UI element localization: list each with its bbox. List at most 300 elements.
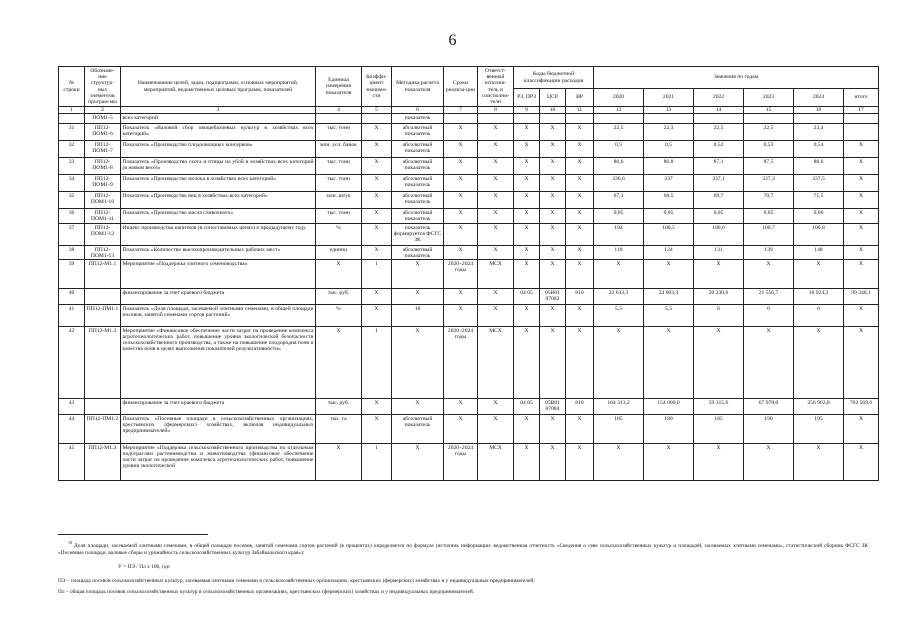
table-row <box>59 158 879 175</box>
cell-value-2024: 88,6 <box>794 158 844 175</box>
cell-executor: Х <box>478 124 514 141</box>
cell-value-2022 <box>694 114 744 124</box>
header-year-2024: 2024 <box>794 89 844 107</box>
footnote-pl: Пл – общая площадь посевов сельскохозяйственных культур в сельскохозяйственных организациях, крестьянских (фермерских) хозяйствах и у индивидуальных предпринимателей. <box>58 589 475 595</box>
cell-value-2024: 0,06 <box>794 209 844 224</box>
cell-code-rz <box>514 114 540 124</box>
cell-designation <box>85 399 121 415</box>
cell-unit: тыс. тонн <box>316 158 362 175</box>
cell-coef: Х <box>362 224 392 246</box>
column-number: 6 <box>392 107 444 114</box>
cell-executor: Х <box>478 415 514 444</box>
cell-designation: ПП12-М1.3 <box>85 444 121 481</box>
cell-value-2023: 0,05 <box>744 209 794 224</box>
cell-method: 18 <box>392 305 444 327</box>
cell-name: финансирование за счет краевого бюджета <box>121 289 316 305</box>
column-number: 16 <box>794 107 844 114</box>
cell-code-csr: Х <box>540 444 566 481</box>
cell-value-total <box>844 124 879 141</box>
cell-method: Х <box>392 327 444 399</box>
cell-coef: Х <box>362 305 392 327</box>
cell-unit: Х <box>316 444 362 481</box>
cell-value-2023 <box>744 114 794 124</box>
cell-code-vr: Х <box>566 224 594 246</box>
header-budget-codes: Коды бюджетной классификации расходов <box>514 67 594 89</box>
cell-code-csr: Х <box>540 246 566 260</box>
cell-code-csr: 05В01 07084 <box>540 399 566 415</box>
cell-value-2024: 71,5 <box>794 192 844 209</box>
cell-designation: ПП12-ПМ1.2 <box>85 415 121 444</box>
cell-terms: Х <box>444 124 478 141</box>
cell-value-2023: 139 <box>744 246 794 260</box>
cell-row-number: 36 <box>59 209 85 224</box>
cell-code-rz: Х <box>514 158 540 175</box>
cell-designation: ПП12-ПОМ1-6 <box>85 124 121 141</box>
cell-designation: ПП12-М1.1 <box>85 260 121 289</box>
cell-code-vr: Х <box>566 305 594 327</box>
cell-row-number: 45 <box>59 444 85 481</box>
cell-value-2022: 59 315,6 <box>694 399 744 415</box>
cell-value-total <box>844 114 879 124</box>
cell-value-total: 99 348,1 <box>844 289 879 305</box>
cell-terms: Х <box>444 192 478 209</box>
table-row <box>59 141 879 158</box>
cell-coef: Х <box>362 246 392 260</box>
header-values-by-year: Значения по годам <box>594 67 879 89</box>
cell-designation: ПП12-ПМ1.1 <box>85 305 121 327</box>
cell-executor: Х <box>478 175 514 192</box>
footnote-1-text: Доля площади, засеваемой элитными семенами, в общей площади посевов, занятой семенами сортов растений (в процентах) определяется по формуле (источник информации: ведомственная отчетность «Сведения о севе сельскохозяйственных культур и площадей, засеваемых элитными семенами», статистический сборник ФСГС ЗК «Посевные площади, валовые сборы и урожайность сельскохозяйственных культур Забайкальского края»): <box>58 542 868 556</box>
cell-code-csr: Х <box>540 415 566 444</box>
cell-unit <box>316 114 362 124</box>
cell-value-2021: 5,5 <box>644 305 694 327</box>
table-body <box>59 114 879 481</box>
cell-row-number: 44 <box>59 415 85 444</box>
cell-coef: Х <box>362 415 392 444</box>
column-number: 3 <box>121 107 316 114</box>
cell-row-number <box>59 114 85 124</box>
cell-value-2023: 0,53 <box>744 141 794 158</box>
cell-value-2020: 0,05 <box>594 209 644 224</box>
cell-code-vr: Х <box>566 209 594 224</box>
cell-designation <box>85 289 121 305</box>
cell-value-2022: 337,1 <box>694 175 744 192</box>
column-number: 1 <box>59 107 85 114</box>
footnote-formula: У = ПЭ / Пл х 100, где: <box>118 564 171 570</box>
cell-value-2020: Х <box>594 444 644 481</box>
cell-code-vr: Х <box>566 327 594 399</box>
cell-value-total: Х <box>844 246 879 260</box>
cell-value-2023: 87,5 <box>744 158 794 175</box>
cell-coef: Х <box>362 399 392 415</box>
cell-executor: Х <box>478 158 514 175</box>
column-number: 15 <box>744 107 794 114</box>
footnote-divider <box>58 534 208 535</box>
header-coef: Коэффи-циент значимо-сти <box>362 67 392 107</box>
cell-terms: Х <box>444 415 478 444</box>
cell-value-2020: 118 <box>594 246 644 260</box>
cell-value-2021: Х <box>644 260 694 289</box>
cell-coef: Х <box>362 124 392 141</box>
cell-coef: 1 <box>362 260 392 289</box>
cell-name: Показатель «Производство яиц в хозяйствах всех категорий» <box>121 192 316 209</box>
cell-value-2023: 337,3 <box>744 175 794 192</box>
cell-code-csr: Х <box>540 305 566 327</box>
cell-method: абсолютный показатель <box>392 246 444 260</box>
table-row <box>59 192 879 209</box>
table-row <box>59 246 879 260</box>
cell-value-2021: 337 <box>644 175 694 192</box>
cell-value-2022: 22,5 <box>694 124 744 141</box>
column-number: 2 <box>85 107 121 114</box>
cell-code-vr: Х <box>566 415 594 444</box>
cell-unit: % <box>316 305 362 327</box>
cell-value-2022: Х <box>694 260 744 289</box>
page-number: 6 <box>448 32 457 49</box>
cell-value-2024: 100,8 <box>794 224 844 246</box>
cell-unit: Х <box>316 260 362 289</box>
cell-terms: 2020–2024 годы <box>444 327 478 399</box>
cell-value-2022: 6 <box>694 305 744 327</box>
table-row <box>59 260 879 289</box>
cell-code-csr: Х <box>540 175 566 192</box>
header-method: Методика расчета показателя <box>392 67 444 107</box>
cell-value-2023: Х <box>744 444 794 481</box>
column-number: 10 <box>540 107 566 114</box>
cell-name: Индекс производства напитков (в сопоставимых ценах) к предыдущему году <box>121 224 316 246</box>
cell-terms: Х <box>444 224 478 246</box>
cell-row-number: 34 <box>59 175 85 192</box>
cell-code-csr: Х <box>540 124 566 141</box>
cell-value-2020: 22,5 <box>594 124 644 141</box>
cell-unit: % <box>316 224 362 246</box>
cell-unit: Х <box>316 327 362 399</box>
cell-terms: Х <box>444 246 478 260</box>
cell-unit: тыс. тонн <box>316 124 362 141</box>
table-row <box>59 415 879 444</box>
cell-name: Показатель «Доля площади, засеваемой элитными семенами, в общей площади посевов, занятой семенами сортов растений» <box>121 305 316 327</box>
cell-value-2021: 22,3 <box>644 124 694 141</box>
cell-row-number: 37 <box>59 224 85 246</box>
cell-code-rz: Х <box>514 246 540 260</box>
cell-row-number: 41 <box>59 305 85 327</box>
cell-code-csr: Х <box>540 192 566 209</box>
cell-terms: Х <box>444 141 478 158</box>
cell-terms: Х <box>444 289 478 305</box>
cell-value-2021: 0,5 <box>644 141 694 158</box>
cell-row-number: 35 <box>59 192 85 209</box>
cell-code-vr: Х <box>566 158 594 175</box>
cell-code-vr: 810 <box>566 289 594 305</box>
cell-value-2021: Х <box>644 327 694 399</box>
cell-value-total: Х <box>844 444 879 481</box>
cell-value-2020: 86,6 <box>594 158 644 175</box>
cell-terms: Х <box>444 399 478 415</box>
cell-code-vr: Х <box>566 260 594 289</box>
table-row <box>59 444 879 481</box>
cell-value-2022: 20 230,6 <box>694 289 744 305</box>
cell-unit: единиц <box>316 246 362 260</box>
cell-coef: Х <box>362 175 392 192</box>
cell-value-total: Х <box>844 175 879 192</box>
cell-code-rz: Х <box>514 444 540 481</box>
cell-value-total: Х <box>844 327 879 399</box>
cell-value-2021 <box>644 114 694 124</box>
cell-code-csr: 05В01 07082 <box>540 289 566 305</box>
column-number: 5 <box>362 107 392 114</box>
cell-executor: МСХ <box>478 444 514 481</box>
cell-code-vr: Х <box>566 175 594 192</box>
cell-value-2020: 0,5 <box>594 141 644 158</box>
header-code-rz: РЗ, ПРЗ <box>514 89 540 107</box>
cell-name: Мероприятие «Поддержка сельскохозяйственного производства по отдельным подотраслям растениеводства и животноводства (финансовое обеспечение части затрат на проведение комплекса агротехнологических работ, повышение уровня экологической <box>121 444 316 481</box>
cell-executor: Х <box>478 209 514 224</box>
cell-value-2021: 180 <box>644 415 694 444</box>
header-row-no: № строки <box>59 67 85 107</box>
cell-value-2020: 185 <box>594 415 644 444</box>
cell-value-2024: 256 962,8 <box>794 399 844 415</box>
cell-code-rz: Х <box>514 209 540 224</box>
cell-method: абсолютный показатель <box>392 415 444 444</box>
cell-value-2024: 10 924,2 <box>794 289 844 305</box>
cell-value-2020: 336,6 <box>594 175 644 192</box>
column-number: 11 <box>566 107 594 114</box>
table-row <box>59 224 879 246</box>
cell-value-2023: Х <box>744 260 794 289</box>
cell-executor: МСХ <box>478 260 514 289</box>
cell-code-csr: Х <box>540 209 566 224</box>
header-year-2021: 2021 <box>644 89 694 107</box>
cell-executor: Х <box>478 399 514 415</box>
cell-terms: Х <box>444 175 478 192</box>
cell-unit: тыс. тонн <box>316 209 362 224</box>
cell-value-2023: Х <box>744 327 794 399</box>
cell-value-2022: 87,1 <box>694 158 744 175</box>
cell-executor: Х <box>478 246 514 260</box>
cell-value-2022: 0,52 <box>694 141 744 158</box>
column-number: 8 <box>478 107 514 114</box>
table-row <box>59 327 879 399</box>
header-code-vr: ВР <box>566 89 594 107</box>
cell-name: Показатель «Валовой сбор овощебахчевых культур в хозяйствах всех категорий» <box>121 124 316 141</box>
cell-code-vr: Х <box>566 141 594 158</box>
cell-code-vr: Х <box>566 124 594 141</box>
cell-method: Х <box>392 399 444 415</box>
cell-code-rz: 04 05 <box>514 289 540 305</box>
cell-terms: 2020–2024 годы <box>444 260 478 289</box>
cell-name: Мероприятие «Поддержка элитного семеноводства» <box>121 260 316 289</box>
cell-code-vr: Х <box>566 444 594 481</box>
cell-designation: ПП12-ПОМ1-11 <box>85 209 121 224</box>
cell-value-2021: 154 000,0 <box>644 399 694 415</box>
table-row <box>59 114 879 124</box>
cell-executor: Х <box>478 289 514 305</box>
cell-value-2023: 70,7 <box>744 192 794 209</box>
cell-value-2023: 6 <box>744 305 794 327</box>
column-number: 12 <box>594 107 644 114</box>
cell-value-2023: 21 556,7 <box>744 289 794 305</box>
header-designation: Обозначе-ние структур-ных элементов програм-мы <box>85 67 121 107</box>
header-terms: Сроки реализа-ции <box>444 67 478 107</box>
cell-method: абсолютный показатель <box>392 158 444 175</box>
cell-row-number: 43 <box>59 399 85 415</box>
cell-code-vr: 810 <box>566 399 594 415</box>
table-row <box>59 124 879 141</box>
cell-value-2024: Х <box>794 260 844 289</box>
cell-value-2021: 100,5 <box>644 224 694 246</box>
cell-value-2022: Х <box>694 444 744 481</box>
column-number: 17 <box>844 107 879 114</box>
cell-row-number: 32 <box>59 141 85 158</box>
header-total: итого <box>844 89 879 107</box>
cell-value-2020 <box>594 114 644 124</box>
column-number: 14 <box>694 107 744 114</box>
cell-value-total: Х <box>844 305 879 327</box>
cell-value-2024: 195 <box>794 415 844 444</box>
cell-executor <box>478 114 514 124</box>
cell-terms: Х <box>444 209 478 224</box>
cell-terms: Х <box>444 305 478 327</box>
cell-value-2023: 100,7 <box>744 224 794 246</box>
cell-designation: ПП12-ПОМ1-8 <box>85 158 121 175</box>
cell-unit: млн. усл. банок <box>316 141 362 158</box>
header-year-2022: 2022 <box>694 89 744 107</box>
cell-value-total: Х <box>844 158 879 175</box>
cell-method: абсолютный показатель <box>392 209 444 224</box>
cell-name: финансирование за счет краевого бюджета <box>121 399 316 415</box>
footnote-mark: 18 <box>68 540 72 545</box>
cell-code-csr <box>540 114 566 124</box>
program-table <box>58 66 879 481</box>
cell-coef: Х <box>362 141 392 158</box>
cell-value-2024: 337,5 <box>794 175 844 192</box>
cell-designation: ПП12-ПОМ1-7 <box>85 141 121 158</box>
cell-code-rz: Х <box>514 224 540 246</box>
cell-method: абсолютный показатель <box>392 124 444 141</box>
cell-terms <box>444 114 478 124</box>
cell-name: Показатель «Посевные площади в сельскохозяйственных организациях, крестьянских (фермерских) хозяйствах, включая индивидуальных предпринимателей» <box>121 415 316 444</box>
cell-code-rz: Х <box>514 124 540 141</box>
cell-method: абсолютный показатель <box>392 175 444 192</box>
cell-unit: млн. штук <box>316 192 362 209</box>
cell-coef: Х <box>362 289 392 305</box>
cell-terms: 2020–2024 годы <box>444 444 478 481</box>
cell-coef: Х <box>362 192 392 209</box>
table-row <box>59 289 879 305</box>
cell-code-rz: Х <box>514 305 540 327</box>
cell-value-total: Х <box>844 224 879 246</box>
cell-unit: тыс. тонн <box>316 175 362 192</box>
cell-value-2024: Х <box>794 444 844 481</box>
cell-value-2021: 0,05 <box>644 209 694 224</box>
cell-method: Х <box>392 444 444 481</box>
cell-code-rz: Х <box>514 415 540 444</box>
cell-value-2022: Х <box>694 327 744 399</box>
cell-coef: Х <box>362 209 392 224</box>
table-row <box>59 209 879 224</box>
cell-value-2023: 22,5 <box>744 124 794 141</box>
cell-method: абсолютный показатель <box>392 192 444 209</box>
cell-value-2021: Х <box>644 444 694 481</box>
cell-coef: Х <box>362 158 392 175</box>
cell-name: Показатель «Производство масла сливочного» <box>121 209 316 224</box>
cell-method: абсолютный показатель <box>392 141 444 158</box>
cell-value-2022: 100,6 <box>694 224 744 246</box>
cell-terms: Х <box>444 158 478 175</box>
cell-row-number: 39 <box>59 260 85 289</box>
cell-name: Показатель «Количество высокопроизводительных рабочих мест» <box>121 246 316 260</box>
cell-value-total: Х <box>844 141 879 158</box>
cell-code-vr <box>566 114 594 124</box>
column-number: 9 <box>514 107 540 114</box>
cell-code-csr: Х <box>540 260 566 289</box>
header-executor: Ответст-венный исполни-тель и соисполни-тели <box>478 67 514 107</box>
cell-designation: ПП12-М1.2 <box>85 327 121 399</box>
cell-value-2024: 148 <box>794 246 844 260</box>
cell-executor: МСХ <box>478 327 514 399</box>
cell-method: показатель <box>392 114 444 124</box>
cell-code-csr: Х <box>540 327 566 399</box>
cell-designation: ПП12-ПОМ1-9 <box>85 175 121 192</box>
cell-value-2020: 104 <box>594 224 644 246</box>
cell-value-total: Х <box>844 415 879 444</box>
cell-value-2021: 86,8 <box>644 158 694 175</box>
cell-value-2024: 0,54 <box>794 141 844 158</box>
cell-unit: тыс. га <box>316 415 362 444</box>
cell-value-2022: 131 <box>694 246 744 260</box>
cell-designation: ПП12-ПОМ1-13 <box>85 246 121 260</box>
cell-row-number: 42 <box>59 327 85 399</box>
cell-executor: Х <box>478 224 514 246</box>
cell-row-number: 31 <box>59 124 85 141</box>
cell-row-number: 38 <box>59 246 85 260</box>
cell-value-2021: 68,5 <box>644 192 694 209</box>
cell-unit: тыс. руб. <box>316 289 362 305</box>
cell-code-vr: Х <box>566 192 594 209</box>
cell-value-2021: 24 003,3 <box>644 289 694 305</box>
table-row <box>59 305 879 327</box>
column-number: 4 <box>316 107 362 114</box>
column-number: 13 <box>644 107 694 114</box>
header-unit: Единица измерения показателя <box>316 67 362 107</box>
cell-value-2022: 69,7 <box>694 192 744 209</box>
footnote-1 <box>58 540 868 556</box>
cell-value-2024: 23,4 <box>794 124 844 141</box>
cell-code-csr: Х <box>540 158 566 175</box>
cell-value-2024: 6 <box>794 305 844 327</box>
cell-value-2020: 67,1 <box>594 192 644 209</box>
cell-name: Мероприятие «Финансовое обеспечение части затрат на проведение комплекса агротехнологических работ, повышение уровня экологической безопасности сельскохозяйственного производства, а также на повышение плодородия почв и качества почв в целях выполнения показателей результативности» <box>121 327 316 399</box>
header-code-csr: ЦСР <box>540 89 566 107</box>
cell-value-total: 702 569,6 <box>844 399 879 415</box>
column-number-row <box>59 107 879 114</box>
cell-value-total: Х <box>844 209 879 224</box>
cell-coef: 1 <box>362 327 392 399</box>
table-row <box>59 175 879 192</box>
cell-name: Показатель «Производство плодоовощных консервов» <box>121 141 316 158</box>
cell-designation: ПП12-ПОМ1-12 <box>85 224 121 246</box>
cell-value-2020: Х <box>594 260 644 289</box>
cell-value-total: Х <box>844 192 879 209</box>
cell-coef: 1 <box>362 444 392 481</box>
cell-code-rz: 04 05 <box>514 399 540 415</box>
cell-value-2023: 190 <box>744 415 794 444</box>
cell-name: всех категорий <box>121 114 316 124</box>
cell-designation: ПОМ1-5 <box>85 114 121 124</box>
table-row <box>59 399 879 415</box>
cell-code-rz: Х <box>514 192 540 209</box>
cell-value-2024 <box>794 114 844 124</box>
